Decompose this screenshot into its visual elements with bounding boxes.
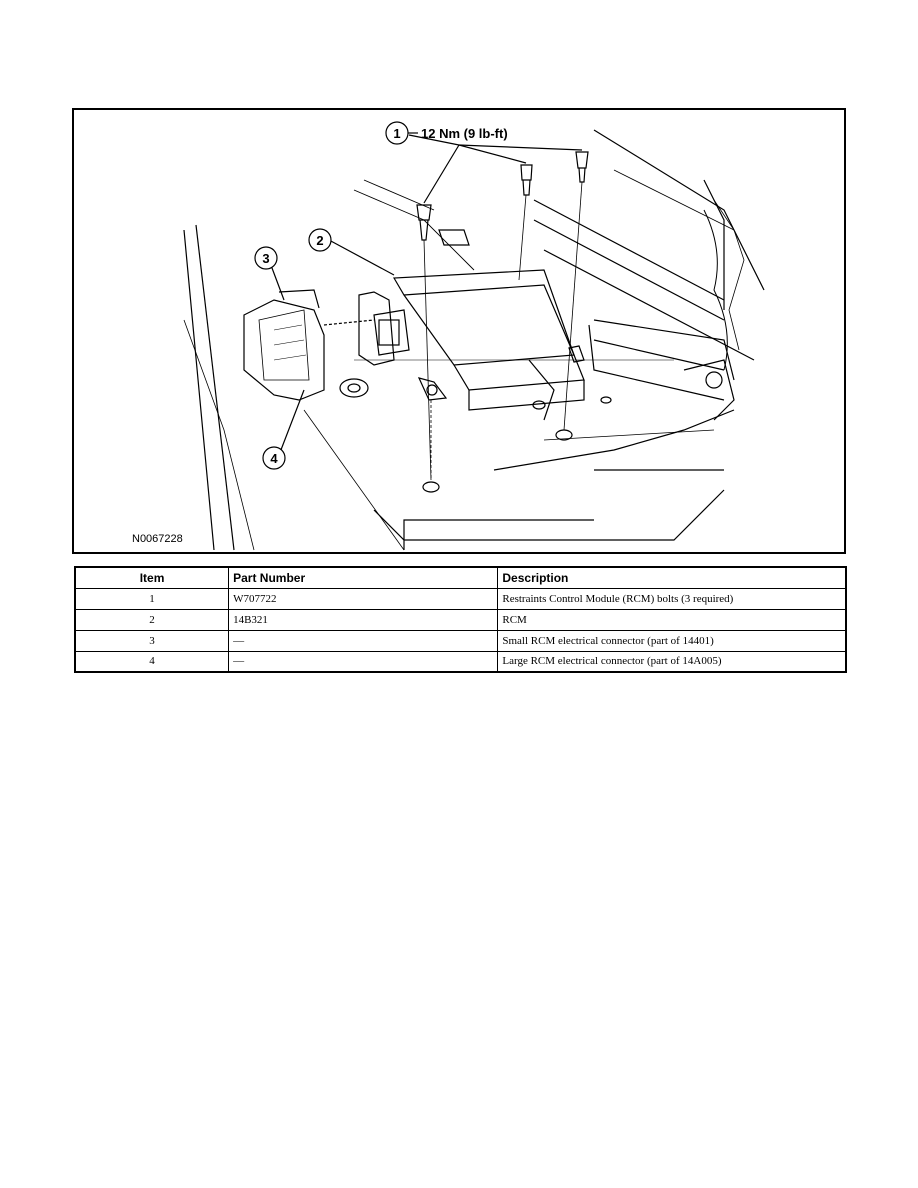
- table-row: [75, 651, 846, 672]
- rcm-illustration: [72, 108, 846, 554]
- row-item: 2: [75, 609, 229, 630]
- row-part-number: —: [229, 630, 498, 651]
- callout-number-2: 2: [316, 233, 324, 248]
- rcm-line-drawing: [74, 110, 844, 552]
- header-item: Item: [75, 567, 229, 588]
- figure-id: N0067228: [132, 533, 183, 545]
- row-description: Large RCM electrical connector (part of 14A005): [498, 651, 846, 672]
- callout-number-1: 1: [393, 126, 401, 141]
- table-row: [75, 609, 846, 630]
- row-part-number: 14B321: [229, 609, 498, 630]
- row-part-number: —: [229, 651, 498, 672]
- callout-torque-label: 12 Nm (9 lb-ft): [421, 126, 508, 141]
- callout-number-3: 3: [262, 251, 270, 266]
- callout-number-4: 4: [270, 451, 278, 466]
- header-description: Description: [498, 567, 846, 588]
- row-item: 4: [75, 651, 229, 672]
- row-description: RCM: [498, 609, 846, 630]
- row-item: 3: [75, 630, 229, 651]
- row-item: 1: [75, 588, 229, 609]
- header-part-number: Part Number: [229, 567, 498, 588]
- row-description: Small RCM electrical connector (part of 14401): [498, 630, 846, 651]
- parts-table: [74, 566, 847, 673]
- table-row: [75, 588, 846, 609]
- row-description: Restraints Control Module (RCM) bolts (3 required): [498, 588, 846, 609]
- table-header-row: [75, 567, 846, 588]
- row-part-number: W707722: [229, 588, 498, 609]
- table-row: [75, 630, 846, 651]
